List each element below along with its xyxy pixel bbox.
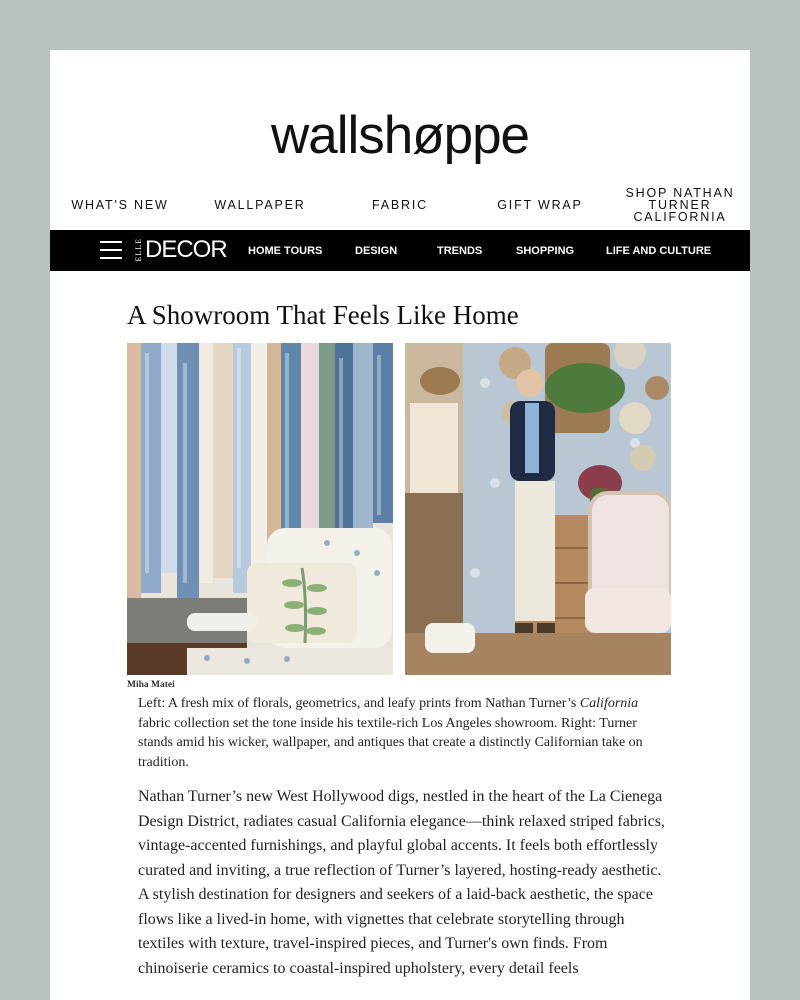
article-headline: A Showroom That Feels Like Home [127, 300, 519, 330]
fabric-showroom-photo[interactable] [127, 343, 393, 675]
newsletter-card [50, 50, 750, 1000]
caption-collection-name: California [579, 696, 639, 711]
nav-fabric[interactable]: FABRIC [372, 198, 428, 212]
elle-decor-nav-bar [50, 230, 750, 271]
elle-wordmark: ELLE [134, 238, 143, 262]
nav-gift-wrap[interactable]: GIFT WRAP [497, 198, 583, 212]
elle-nav-shopping[interactable]: SHOPPING [516, 244, 575, 257]
elle-nav-design[interactable]: DESIGN [355, 244, 398, 257]
article-body: Nathan Turner’s new West Hollywood digs, nestled in the heart of the La Cienega Design District, radiates casual California elegance—think relaxed striped fabrics, vintage-accented furnishings, and playful global accents. It feels both effortlessly curated and inviting, a true reflection of Turner’s layered, hosting-ready aesthetic. A stylish destination for designers and seekers of a laid-back aesthetic, the space flows like a lived-in home, with vignettes that celebrate storytelling through textiles with texture, travel-inspired pieces, and Turner's own finds. From chinoiserie ceramics to coastal-inspired upholstery, every detail feels [138, 788, 665, 977]
nav-whats-new[interactable]: WHAT'S NEW [71, 198, 169, 212]
elle-nav-home-tours[interactable]: HOME TOURS [248, 244, 323, 257]
wallshoppe-logo[interactable]: wallshøppe [270, 106, 530, 165]
photo-caption [138, 694, 648, 772]
photo-credit: Miha Matei [127, 680, 175, 690]
caption-text-start: Left: A fresh mix of florals, geometrics, and leafy prints from Nathan Turner’s [138, 696, 580, 711]
elle-nav-trends[interactable]: TRENDS [437, 244, 483, 257]
caption-text-end: fabric collection set the tone inside his textile-rich Los Angeles showroom. Right: Turner stands amid his wicker, wallpaper, and antiques that create a distinctly Californian take on tradition. [138, 715, 643, 770]
elle-decor-logo[interactable] [134, 236, 227, 264]
hamburger-menu-icon[interactable] [100, 239, 122, 261]
elle-nav-life-and-culture[interactable]: LIFE AND CULTURE [606, 244, 712, 257]
nathan-turner-portrait-photo[interactable] [405, 343, 671, 675]
decor-wordmark: DECOR [145, 236, 227, 263]
top-nav [50, 185, 750, 225]
nav-wallpaper[interactable]: WALLPAPER [214, 198, 306, 212]
nav-shop-nathan-turner[interactable]: SHOP NATHAN TURNER CALIFORNIA [625, 186, 735, 224]
